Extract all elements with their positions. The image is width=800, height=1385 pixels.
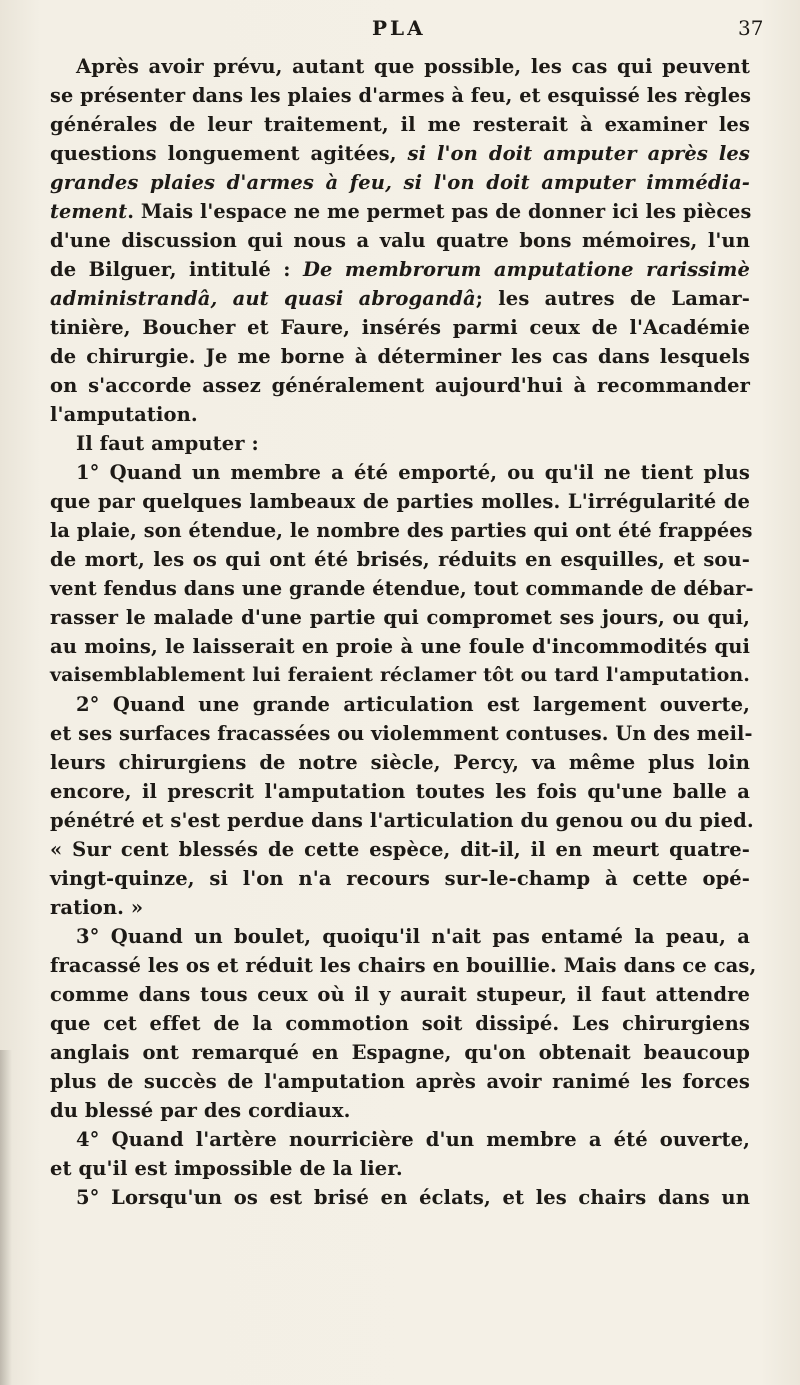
- italic-phrase: grandes plaies d'armes à feu, si l'on doit amputer immédia-: [50, 171, 750, 194]
- text-run: plus de succès de l'amputation après avoir ranimé les forces: [50, 1070, 750, 1093]
- text-line: [50, 313, 750, 342]
- text-run: « Sur cent blessés de cette espèce, dit-il, il en meurt quatre-: [50, 838, 750, 861]
- text-run: tinière, Boucher et Faure, insérés parmi ceux de l'Académie: [50, 316, 750, 339]
- text-line: [50, 806, 754, 835]
- text-run: au moins, le laisserait en proie à une foule d'incommodités qui: [50, 635, 750, 658]
- text-run: 2° Quand une grande articulation est largement ouverte,: [76, 693, 750, 716]
- text-run: ; les autres de Lamar-: [475, 287, 750, 310]
- text-line: [50, 719, 753, 748]
- text-line: [50, 168, 750, 197]
- text-line: [50, 110, 750, 139]
- text-line: [50, 1009, 750, 1038]
- text-line: [50, 139, 750, 168]
- text-run: fracassé les os et réduit les chairs en bouillie. Mais dans ce cas,: [50, 954, 757, 977]
- text-line: [50, 1038, 750, 1067]
- text-run: pénétré et s'est perdue dans l'articulation du genou ou du pied.: [50, 809, 754, 832]
- text-run: que cet effet de la commotion soit dissipé. Les chirurgiens: [50, 1012, 750, 1035]
- text-run: 3° Quand un boulet, quoiqu'il n'ait pas entamé la peau, a: [76, 925, 750, 948]
- text-run: anglais ont remarqué en Espagne, qu'on obtenait beaucoup: [50, 1041, 750, 1064]
- text-line: [50, 748, 750, 777]
- text-run: et qu'il est impossible de la lier.: [50, 1157, 403, 1180]
- text-line: [50, 1154, 750, 1183]
- text-run: 5° Lorsqu'un os est brisé en éclats, et les chairs dans un: [76, 1186, 750, 1209]
- text-run: d'une discussion qui nous a valu quatre bons mémoires, l'un: [50, 229, 750, 252]
- text-run: se présenter dans les plaies d'armes à feu, et esquissé les règles: [50, 84, 752, 107]
- text-run: ration. »: [50, 896, 144, 919]
- body-text: [50, 52, 757, 1212]
- text-line: [50, 777, 750, 806]
- running-title: PLA: [372, 16, 426, 40]
- text-run: encore, il prescrit l'amputation toutes les fois qu'une balle a: [50, 780, 750, 803]
- text-line: [50, 487, 750, 516]
- text-line: [50, 603, 750, 632]
- text-line: [50, 81, 750, 110]
- text-line: [50, 835, 750, 864]
- text-line: [50, 342, 750, 371]
- text-run: leurs chirurgiens de notre siècle, Percy, va même plus loin: [50, 751, 750, 774]
- text-line: [50, 980, 750, 1009]
- text-run: . Mais l'espace ne me permet pas de donner ici les pièces: [127, 200, 752, 223]
- text-line: [50, 1067, 750, 1096]
- italic-phrase: De membrorum amputatione rarissimè: [302, 258, 750, 281]
- text-run: questions longuement agitées,: [50, 142, 408, 165]
- italic-phrase: tement: [50, 200, 128, 223]
- text-line: [50, 864, 750, 893]
- text-line: [50, 1125, 750, 1154]
- italic-phrase: si l'on doit amputer après les: [407, 142, 750, 165]
- text-run: de Bilguer, intitulé :: [50, 258, 303, 281]
- text-line: [50, 1183, 750, 1212]
- text-line: [50, 632, 750, 661]
- text-run: que par quelques lambeaux de parties molles. L'irrégularité de: [50, 490, 750, 513]
- text-line: [50, 371, 750, 400]
- text-line: [50, 1096, 750, 1125]
- text-line: [50, 52, 750, 81]
- text-line: [50, 690, 750, 719]
- text-run: de chirurgie. Je me borne à déterminer les cas dans lesquels: [50, 345, 750, 368]
- text-run: 4° Quand l'artère nourricière d'un membre a été ouverte,: [76, 1128, 750, 1151]
- text-line: [50, 255, 750, 284]
- italic-phrase: administrandâ, aut quasi abrogandâ: [50, 287, 476, 310]
- text-line: [50, 661, 750, 690]
- text-run: rasser le malade d'une partie qui compromet ses jours, ou qui,: [50, 606, 750, 629]
- text-run: l'amputation.: [50, 403, 198, 426]
- text-run: Après avoir prévu, autant que possible, les cas qui peuvent: [76, 55, 750, 78]
- text-line: [50, 951, 757, 980]
- text-line: [50, 400, 750, 429]
- text-line: [50, 922, 750, 951]
- gutter-shadow: [0, 1050, 12, 1385]
- text-line: [50, 545, 750, 574]
- text-line: [50, 516, 753, 545]
- text-run: vingt-quinze, si l'on n'a recours sur-le-champ à cette opé-: [50, 867, 750, 890]
- page-number: 37: [738, 16, 764, 40]
- text-run: on s'accorde assez généralement aujourd'hui à recommander: [50, 374, 750, 397]
- text-line: [50, 284, 750, 313]
- text-run: et ses surfaces fracassées ou violemment contuses. Un des meil-: [50, 722, 753, 745]
- text-line: [50, 893, 750, 922]
- text-line: [50, 197, 750, 226]
- text-line: [50, 574, 754, 603]
- text-run: 1° Quand un membre a été emporté, ou qu'il ne tient plus: [76, 461, 750, 484]
- text-run: générales de leur traitement, il me resterait à examiner les: [50, 113, 750, 136]
- text-line: [50, 458, 750, 487]
- text-line: [50, 429, 750, 458]
- text-run: la plaie, son étendue, le nombre des parties qui ont été frappées: [50, 519, 753, 542]
- text-run: vent fendus dans une grande étendue, tout commande de débar-: [50, 577, 754, 600]
- text-run: vaisemblablement lui feraient réclamer tôt ou tard l'amputation.: [50, 664, 750, 686]
- text-run: de mort, les os qui ont été brisés, réduits en esquilles, et sou-: [50, 548, 750, 571]
- text-run: Il faut amputer :: [76, 432, 259, 455]
- text-run: comme dans tous ceux où il y aurait stupeur, il faut attendre: [50, 983, 750, 1006]
- text-line: [50, 226, 750, 255]
- text-run: du blessé par des cordiaux.: [50, 1099, 351, 1122]
- running-head: [0, 10, 800, 40]
